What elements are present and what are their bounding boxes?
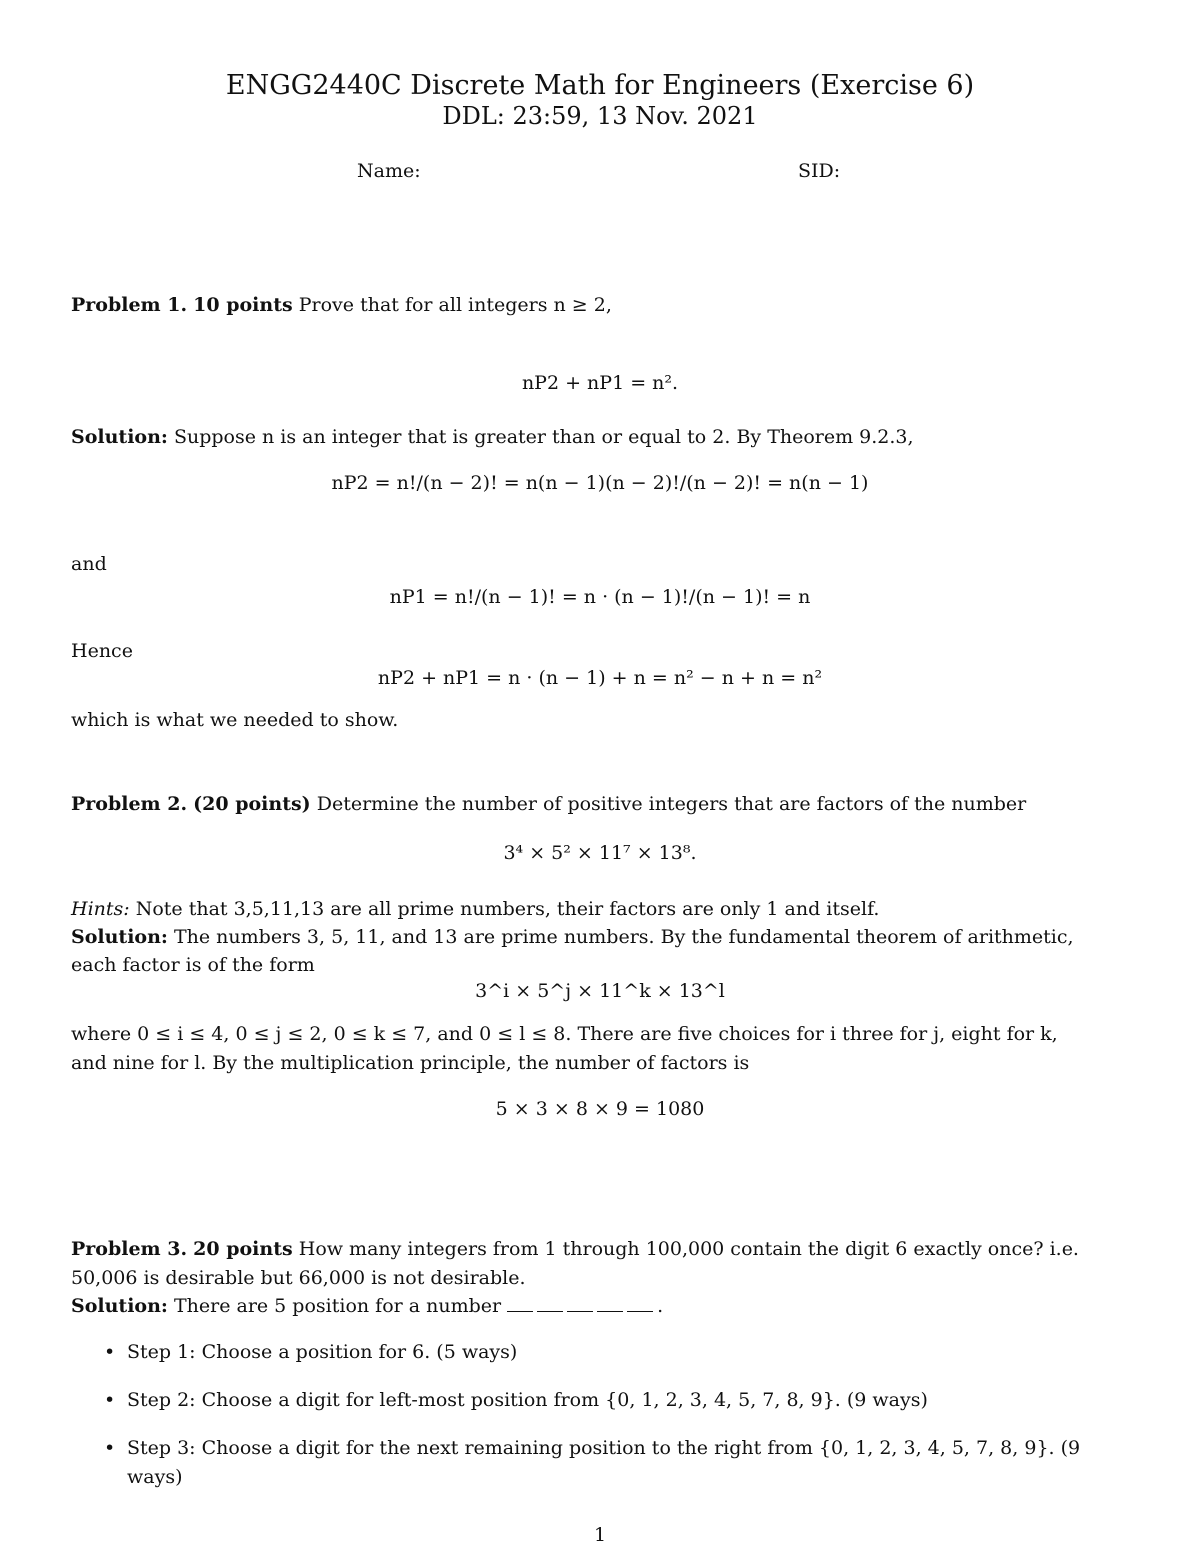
problem-3-solution [71,1292,1131,1321]
where-text-1: where 0 ≤ i ≤ 4, 0 ≤ j ≤ 2, 0 ≤ k ≤ 7, and 0 ≤ l ≤ 8. There are five choices for i three for j, eight for k, [71,1023,1058,1045]
problem-1-solution [71,423,1131,452]
list-item: • Step 3: Choose a digit for the next remaining position to the right from {0, 1, 2, 3, 4, 5, 7, 8, 9}. (9 ways) [71,1434,1131,1492]
sid-label: SID: [798,160,841,182]
and-text: and [71,553,107,575]
hence-text: Hence [71,640,133,662]
problem-1-equation: nP2 + nP1 = n². [521,372,679,394]
problem-1-label: Problem 1. [71,294,188,316]
problem-3-text: How many integers from 1 through 100,000 contain the digit 6 exactly once? i.e. [298,1238,1079,1260]
where-text-2: and nine for l. By the multiplication principle, the number of factors is [71,1052,750,1074]
problem-1-points: 10 points [193,294,293,316]
solution-text-2: each factor is of the form [71,954,315,976]
equation-np2-display: nP2 = n!/(n − 2)! = n(n − 1)(n − 2)!/(n − 2)! = n(n − 1) [331,472,869,494]
problem-2-statement [71,790,1131,819]
solution-label: Solution: [71,426,168,448]
page-number: 1 [593,1524,607,1546]
solution-label: Solution: [71,1295,168,1317]
conclusion-text: which is what we needed to show. [71,709,399,731]
problem-3-statement [71,1235,1131,1264]
document-title: ENGG2440C Discrete Math for Engineers (Exercise 6) [225,70,975,101]
factor-count-result: 5 × 3 × 8 × 9 = 1080 [495,1098,705,1120]
problem-2-hints [71,895,1131,924]
solution-text: There are 5 position for a number [173,1295,502,1317]
solution-text: Suppose n is an integer that is greater than or equal to 2. By Theorem 9.2.3, [173,426,914,448]
equation-np1 [0,586,1200,608]
equation-np2 [0,472,1200,494]
equation-np1-display: nP1 = n!/(n − 1)! = n · (n − 1)!/(n − 1)! = n [389,586,811,608]
list-item: • Step 1: Choose a position for 6. (5 ways) [71,1338,1131,1367]
problem-2-number: 3⁴ × 5² × 11⁷ × 13⁸. [503,842,697,864]
list-item: • Step 2: Choose a digit for left-most position from {0, 1, 2, 3, 4, 5, 7, 8, 9}. (9 ways) [71,1386,1131,1415]
problem-1-statement [71,291,1131,320]
steps-list [71,1338,1131,1492]
problem-1-text: Prove that for all integers n ≥ 2, [298,294,612,316]
problem-2-label: Problem 2. [71,793,188,815]
hints-text: Note that 3,5,11,13 are all prime numbers, their factors are only 1 and itself. [135,898,880,920]
digit-blanks: . [507,1295,663,1317]
name-label: Name: [357,160,421,182]
problem-2-text: Determine the number of positive integers that are factors of the number [316,793,1027,815]
hints-label: Hints: [71,898,130,920]
problem-2-points: (20 points) [193,793,311,815]
solution-text: The numbers 3, 5, 11, and 13 are prime numbers. By the fundamental theorem of arithmetic, [173,926,1074,948]
equation-sum: nP2 + nP1 = n · (n − 1) + n = n² − n + n = n² [377,667,823,689]
problem-2-solution [71,923,1131,952]
problem-3-points: 20 points [193,1238,293,1260]
problem-3-text-2: 50,006 is desirable but 66,000 is not desirable. [71,1267,526,1289]
factor-form: 3^i × 5^j × 11^k × 13^l [475,980,725,1002]
problem-3-label: Problem 3. [71,1238,188,1260]
solution-label: Solution: [71,926,168,948]
deadline: DDL: 23:59, 13 Nov. 2021 [442,102,758,130]
